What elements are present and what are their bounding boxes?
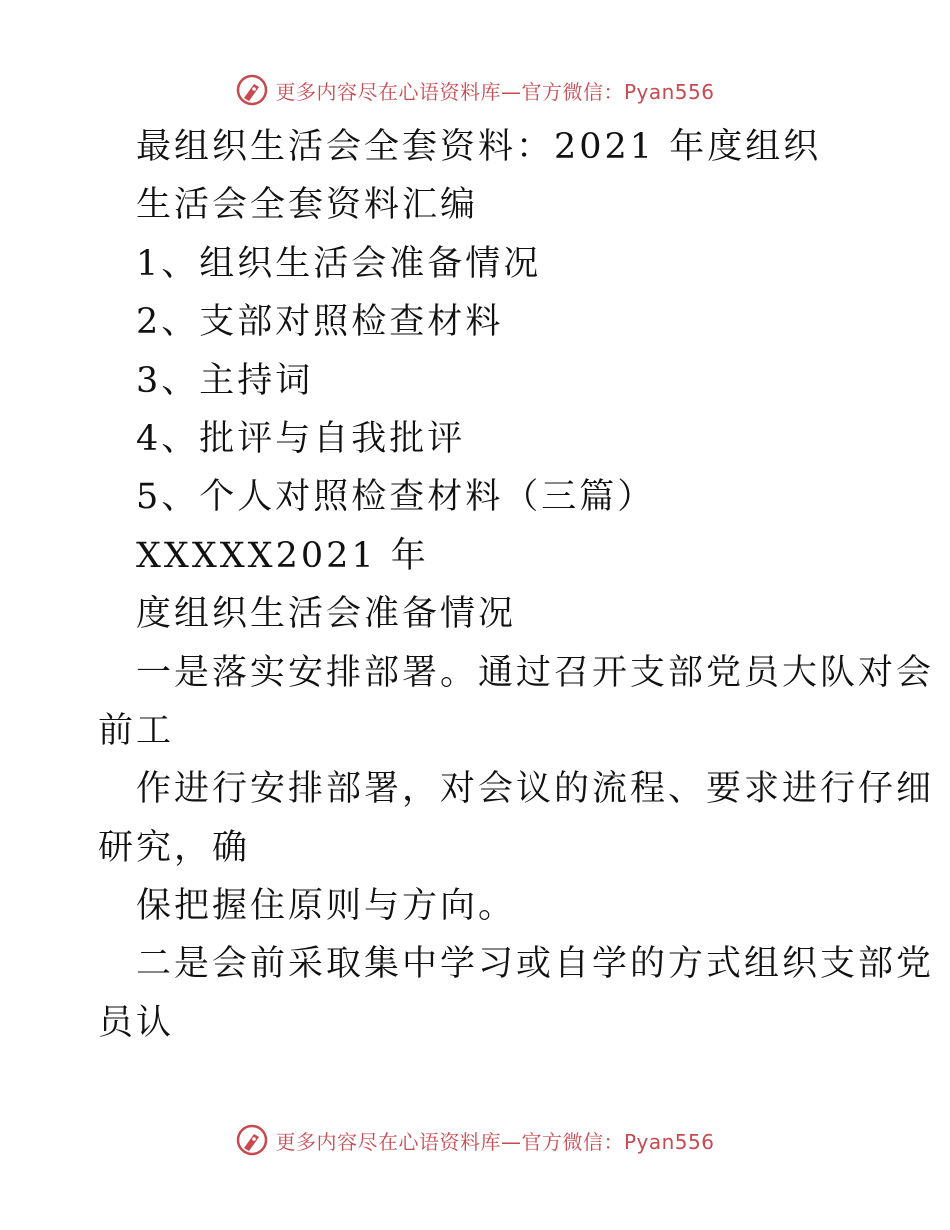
paragraph-line: 二是会前采取集中学习或自学的方式组织支部党 — [136, 944, 935, 985]
list-item: 1、组织生活会准备情况 — [136, 243, 542, 284]
footer-watermark — [0, 1120, 950, 1160]
list-item: 2、支部对照检查材料 — [136, 302, 504, 343]
title-line-2: 生活会全套资料汇编 — [136, 185, 479, 226]
list-item: 3、主持词 — [136, 360, 314, 401]
list-item: 5、个人对照检查材料（三篇） — [136, 477, 656, 518]
paragraph-line: 保把握住原则与方向。 — [136, 886, 517, 927]
pen-nib-logo-icon — [235, 1123, 269, 1157]
watermark-text: 更多内容尽在心语资料库—官方微信：Pyan556 — [275, 1129, 715, 1154]
watermark-text: 更多内容尽在心语资料库—官方微信：Pyan556 — [275, 79, 715, 104]
list-item: 4、批评与自我批评 — [136, 418, 466, 459]
paragraph-line: 作进行安排部署，对会议的流程、要求进行仔细 — [136, 769, 935, 810]
pen-nib-logo-icon — [235, 73, 269, 107]
paragraph-line: 一是落实安排部署。通过召开支部党员大队对会 — [136, 652, 935, 693]
header-watermark — [0, 70, 950, 110]
title-line-1: 最组织生活会全套资料：2021 年度组织 — [136, 127, 822, 167]
section-heading-line-1: XXXXX2021 年 — [136, 535, 429, 576]
paragraph-line: 员认 — [98, 1002, 175, 1043]
document-body — [98, 118, 935, 1052]
section-heading-line-2: 度组织生活会准备情况 — [136, 594, 517, 635]
paragraph-line: 前工 — [98, 710, 175, 751]
paragraph-line: 研究，确 — [98, 827, 251, 868]
